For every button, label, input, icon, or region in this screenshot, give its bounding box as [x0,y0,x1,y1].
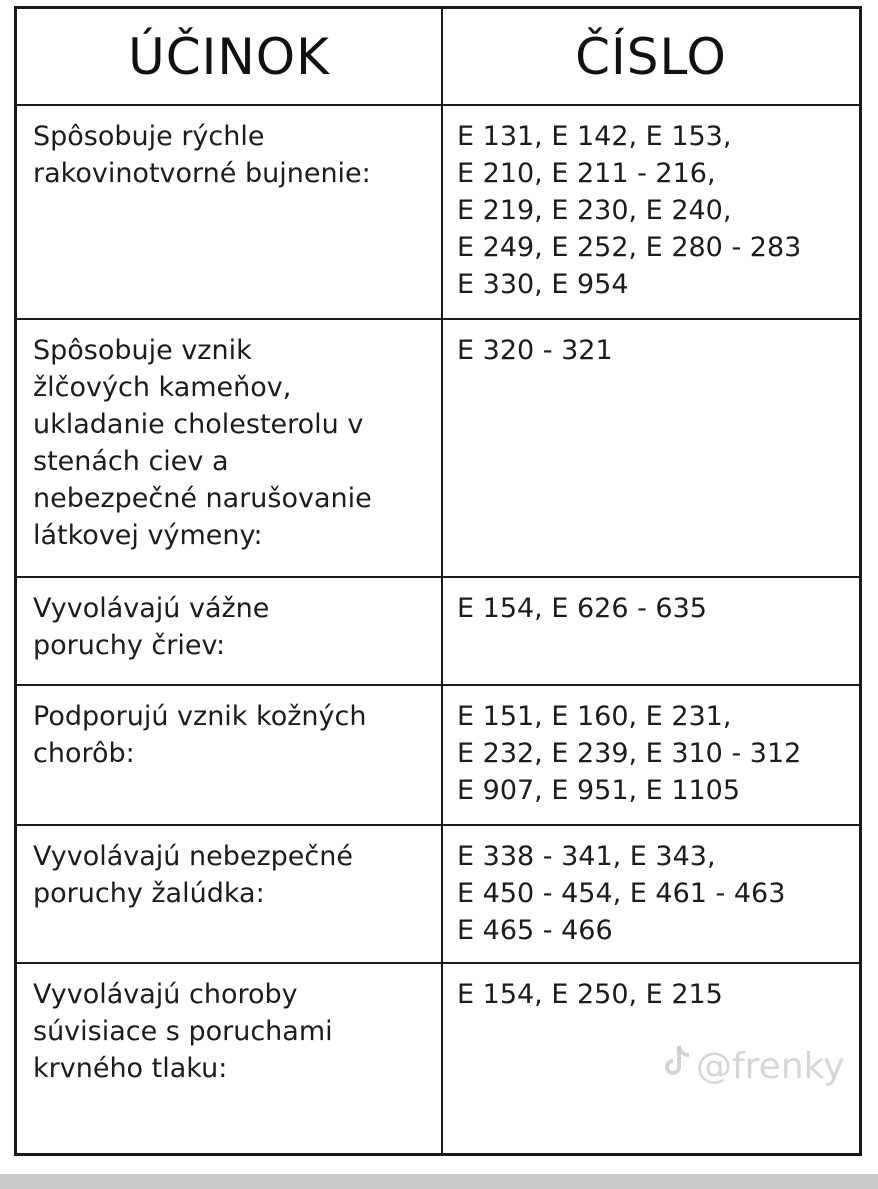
effect-cell: Vyvolávajú choroby súvisiace s poruchami krvného tlaku: [17,963,442,1153]
table-row [17,963,859,1153]
table-row [17,577,859,685]
numbers-cell: E 131, E 142, E 153, E 210, E 211 - 216, E 219, E 230, E 240, E 249, E 252, E 280 - 283 E 330, E 954 [442,105,859,319]
table-row [17,319,859,577]
numbers-cell: E 154, E 626 - 635 [442,577,859,685]
effect-cell: Vyvolávajú vážne poruchy čriev: [17,577,442,685]
table-row [17,825,859,963]
header-number: ČÍSLO [442,9,859,105]
effect-cell: Spôsobuje rýchle rakovinotvorné bujnenie: [17,105,442,319]
numbers-cell: E 151, E 160, E 231, E 232, E 239, E 310 - 312 E 907, E 951, E 1105 [442,685,859,825]
watermark-handle: @frenky [696,1046,845,1087]
effect-cell: Podporujú vznik kožných chorôb: [17,685,442,825]
effect-cell: Spôsobuje vznik žlčových kameňov, ukladanie cholesterolu v stenách ciev a nebezpečné narušovanie látkovej výmeny: [17,319,442,577]
numbers-cell: E 320 - 321 [442,319,859,577]
numbers-cell: E 338 - 341, E 343, E 450 - 454, E 461 - 463 E 465 - 466 [442,825,859,963]
table-row [17,685,859,825]
bottom-bar [0,1174,878,1189]
table-header-row [17,9,859,105]
table-row [17,105,859,319]
header-effect: ÚČINOK [17,9,442,105]
numbers-cell: E 154, E 250, E 215 [442,963,859,1153]
effects-table [17,9,859,1153]
food-additives-table-sheet [14,6,862,1156]
effect-cell: Vyvolávajú nebezpečné poruchy žalúdka: [17,825,442,963]
